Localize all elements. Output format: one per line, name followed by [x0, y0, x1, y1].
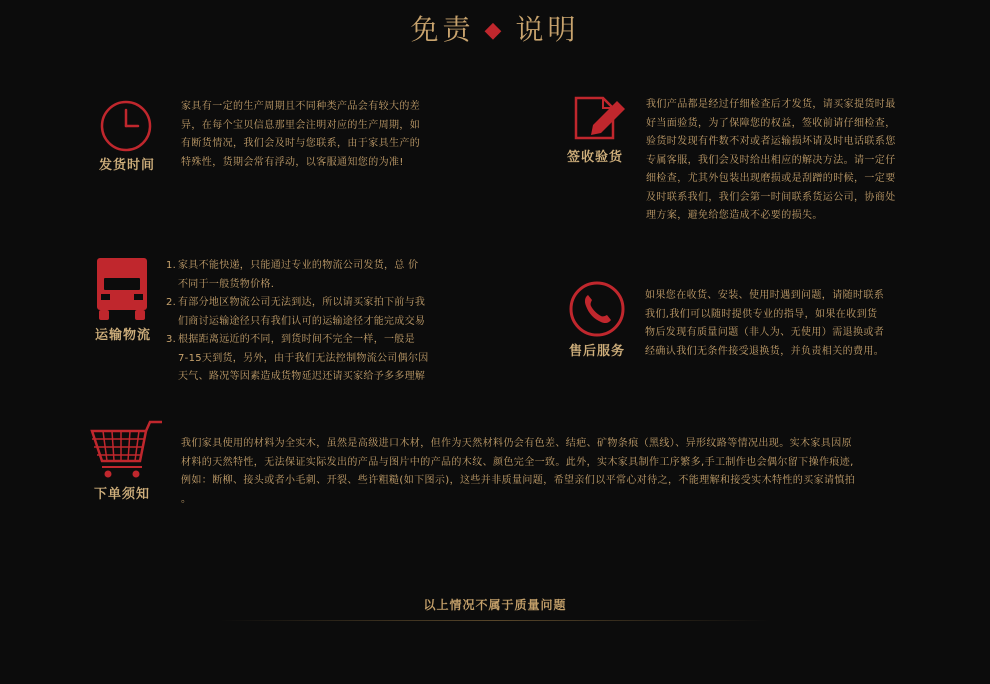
phone-icon: [568, 280, 626, 338]
text-line: 异，在每个宝贝信息那里会注明对应的生产周期，如: [181, 119, 421, 131]
text-line: 物后发现有质量问题（非人为、无使用）需退换或者: [645, 327, 885, 338]
page-title: [0, 8, 990, 48]
transport-logistics-list: [166, 257, 466, 387]
text-line: 好当面验货，为了保障您的权益，签收前请仔细检查，: [646, 117, 896, 129]
text-line: 我们,我们可以随时提供专业的指导，如果在收到货: [645, 308, 878, 320]
text-line: 家具有一定的生产周期且不同种类产品会有较大的差: [181, 101, 421, 112]
text-line: 细检查，尤其外包装出现磨损或是刮蹭的时候，一定要: [646, 173, 896, 184]
text-line: 家具不能快递，只能通过专业的物流公司发货，总 价: [178, 260, 419, 271]
list-item-number: 3.: [166, 334, 177, 345]
document-pen-icon: [573, 95, 629, 141]
order-notice-text: [181, 435, 951, 509]
text-line: 例如：断柳、接头或者小毛刺、开裂、些许粗糙(如下图示)，这些并非质量问题，希望亲们以平常心对待之，不能理解和接受实木特性的买家请慎拍: [181, 475, 856, 486]
text-line: 7-15天到货，另外，由于我们无法控制物流公司偶尔因: [178, 352, 429, 364]
text-line: 有断货情况，我们会及时与您联系，由于家具生产的: [181, 138, 421, 149]
text-line: 如果您在收货、安装、使用时遇到问题，请随时联系: [645, 290, 885, 301]
list-item: [166, 294, 466, 331]
text-line: 及时联系我们，我们会第一时间联系货运公司，协商处: [646, 191, 896, 203]
text-line: 根据距离远近的不同，到货时间不完全一样，一般是: [178, 334, 415, 345]
delivery-time-label: 发货时间: [98, 158, 155, 173]
footer-divider: [220, 620, 770, 621]
text-line: 材料的天然特性，无法保证实际发出的产品与图片中的产品的木纹、颜色完全一致。此外，实木家具制作工序繁多,手工制作也会偶尔留下操作痕迹,: [181, 456, 854, 468]
list-item-number: 1.: [166, 260, 177, 271]
text-line: 专属客服，我们会及时给出相应的解决方法。请一定仔: [646, 154, 896, 166]
title-right: 说明: [515, 13, 580, 46]
list-item-number: 2.: [166, 297, 177, 308]
shopping-cart-icon: [90, 419, 164, 479]
text-line: 们商讨运输途径只有我们认可的运输途径才能完成交易: [178, 315, 426, 327]
text-line: 经确认我们无条件接受退换货，并负责相关的费用。: [645, 345, 885, 357]
order-notice-label: 下单须知: [93, 487, 150, 502]
list-item: [166, 331, 466, 387]
text-line: 我们产品都是经过仔细检查后才发货，请买家提货时最: [646, 99, 896, 110]
text-line: 特殊性，货期会常有浮动，以客服通知您的为准!: [181, 156, 404, 168]
text-line: 天气、路况等因素造成货物延迟还请买家给予多多理解: [178, 371, 426, 382]
truck-icon: [95, 256, 149, 322]
text-line: 有部分地区物流公司无法到达，所以请买家拍下前与我: [178, 297, 426, 308]
diamond-icon: ◆: [484, 18, 506, 43]
text-line: 我们家具使用的材料为全实木，虽然是高级进口木材，但作为天然材料仍会有色差、结疤、矿物条痕（黑线）、异形纹路等情况出现。实木家具因原: [181, 438, 852, 449]
receipt-inspection-label: 签收验货: [566, 150, 623, 165]
transport-logistics-label: 运输物流: [94, 328, 151, 343]
title-left: 免责: [410, 13, 475, 46]
text-line: 验货时发现有件数不对或者运输损坏请及时电话联系您: [646, 136, 896, 147]
after-sales-text: [645, 287, 935, 361]
after-sales-label: 售后服务: [568, 344, 625, 359]
delivery-time-text: [181, 98, 471, 172]
footer-note: 以上情况不属于质量问题: [423, 598, 567, 612]
clock-icon: [98, 98, 154, 154]
text-line: 。: [181, 493, 192, 505]
receipt-inspection-text: [646, 96, 946, 226]
text-line: 理方案，避免给您造成不必要的损失。: [646, 210, 823, 221]
list-item: [166, 257, 466, 294]
text-line: 不同于一般货物价格.: [178, 278, 275, 290]
